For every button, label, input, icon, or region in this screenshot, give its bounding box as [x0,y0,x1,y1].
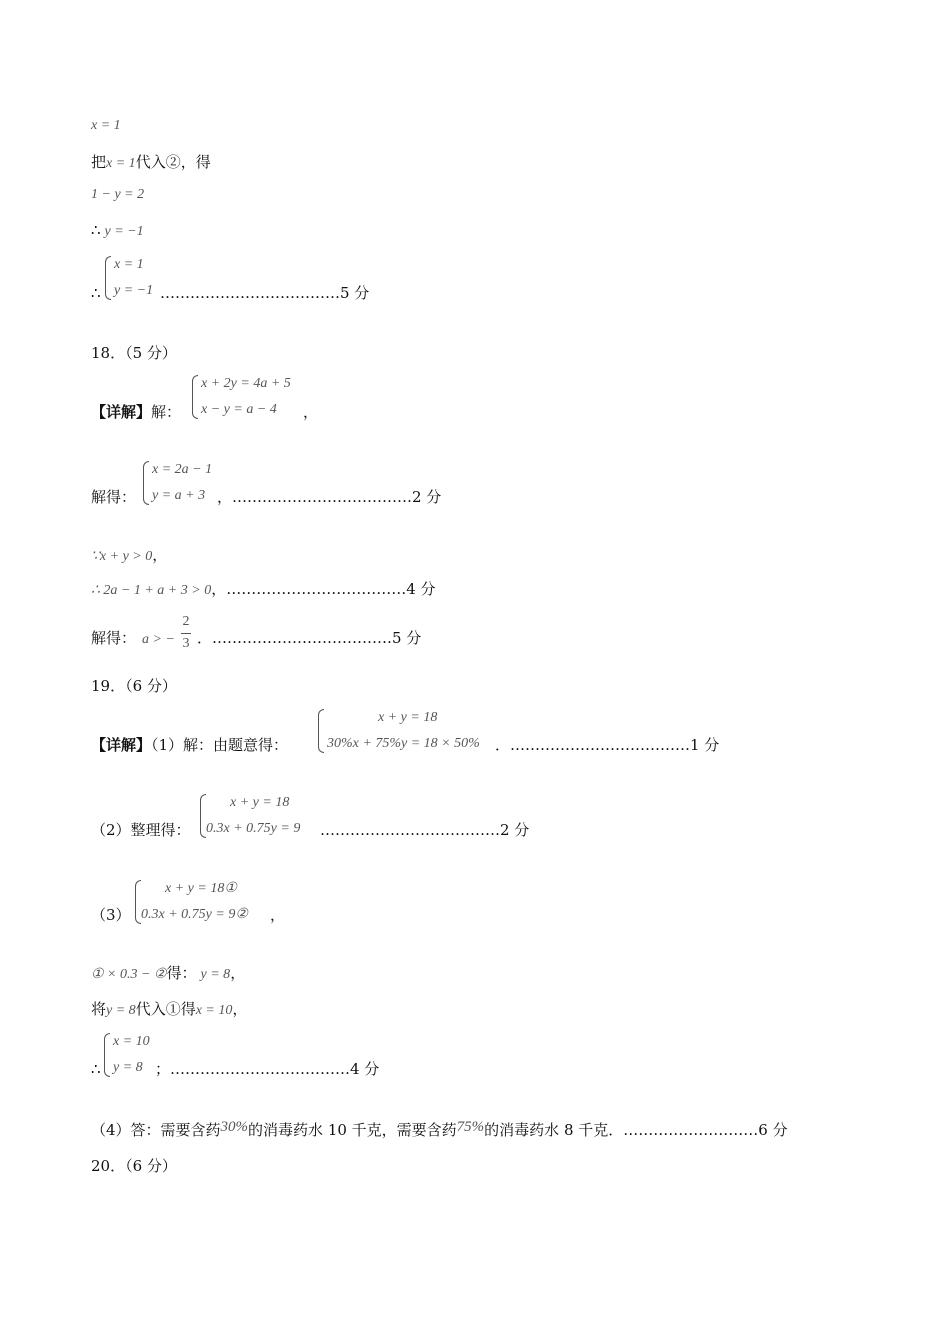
q19-step1-tail: ， [230,964,246,982]
brace-icon [105,256,111,300]
q19-header: 19．（6 分） [91,677,177,695]
fraction-bar [181,633,191,634]
q17-therefore-line [91,220,144,242]
q19-sys2-row-2: 0.3x + 0.75y = 9 [206,821,301,836]
fraction-numerator: 2 [182,614,190,629]
q19-step1-line [91,963,245,985]
q19-part2-text: （2）整理得： [91,821,191,839]
q18-because-tail: ， [152,546,168,564]
q18-final-label: 解得： [91,629,137,647]
q18-sys2-row-1: x = 2a − 1 [152,462,213,477]
q17-sys-row-2: y = −1 [114,283,154,298]
q18-score-5: ．………………………………5 分 [197,629,422,647]
brace-icon [104,1033,110,1077]
q19-sys3-row-1: x + y = 18① [165,881,237,896]
q18-score-2: ，………………………………2 分 [217,488,442,506]
q18-therefore-math: ∴ 2a − 1 + a + 3 > 0 [91,583,212,598]
q17-substitute-line [91,152,211,174]
q19-step2-math-1: y = 8 [106,1003,136,1018]
q18-sys1-row-1: x + 2y = 4a + 5 [201,376,291,391]
q17-line-1-y: 1 − y = 2 [91,187,145,202]
therefore-symbol: ∴ [91,221,101,239]
q17-substitute-prefix: 把 [91,153,107,171]
q19-equation-system-2 [200,792,330,840]
q19-part3-text: （3） [91,906,131,924]
q19-step1-result: y = 8 [200,967,231,982]
therefore-symbol: ∴ [91,284,101,302]
fraction-denominator: 3 [182,636,190,651]
q18-equation-system-2 [143,459,223,507]
q19-step2-mid: 代入①得 [135,1000,196,1018]
q19-sys4-row-2: y = 8 [113,1060,143,1075]
q17-equation-system [105,254,165,302]
q19-sys2-row-1: x + y = 18 [230,795,290,810]
q19-score-1: ．………………………………1 分 [495,736,720,754]
q19-score-2: ………………………………2 分 [320,821,530,839]
q17-score: ………………………………5 分 [160,284,370,302]
q18-detail-line [91,402,181,422]
q19-answer-percent-2: 75% [456,1119,485,1135]
q17-substitute-suffix: 代入②，得 [135,153,211,171]
q19-step2-math-2: x = 10 [195,1003,233,1018]
q19-step2-prefix: 将 [91,1000,107,1018]
q19-step2-line [91,999,247,1021]
q20-header: 20．（6 分） [91,1157,177,1175]
q19-equation-system-3 [135,878,275,926]
q18-solve-label: 解得： [91,488,137,506]
q18-sys1-row-2: x − y = a − 4 [201,402,277,417]
q18-because-line [91,545,167,567]
q19-part3-tail: ， [270,906,286,924]
q17-therefore-math: y = −1 [104,224,144,239]
brace-icon [318,709,324,753]
detail-label: 【详解】 [91,403,152,421]
q19-step1-text: 得： [166,964,197,982]
q18-header: 18．（5 分） [91,344,177,362]
q19-equation-system-1 [318,707,518,755]
therefore-symbol: ∴ [91,1060,101,1078]
q19-score-4: ；………………………………4 分 [155,1060,380,1078]
q19-answer-percent-1: 30% [220,1119,249,1135]
q17-sys-row-1: x = 1 [114,257,144,272]
q18-equation-system-1 [192,373,312,421]
q19-step2-tail: ， [232,1000,248,1018]
q19-sys3-row-2: 0.3x + 0.75y = 9② [141,907,248,922]
q19-answer-c: 的消毒药水 8 千克．………………………6 分 [484,1121,788,1139]
q19-part1-text: （1）解：由题意得： [151,736,289,754]
q18-final-line [91,628,175,650]
q18-sys1-tail: ， [303,403,319,421]
q19-answer-a: （4）答：需要含药 [91,1121,221,1139]
q19-step1-math: ① × 0.3 − ② [91,967,167,982]
q18-therefore-line [91,579,436,601]
q18-score-4: ，………………………………4 分 [211,580,436,598]
q17-substitute-math: x = 1 [106,156,136,171]
q19-sys1-row-2: 30%x + 75%y = 18 × 50% [327,736,480,751]
q19-sys1-row-1: x + y = 18 [378,710,438,725]
q18-sys2-row-2: y = a + 3 [152,488,206,503]
brace-icon [192,375,198,419]
q19-part1-line [91,735,288,755]
detail-label: 【详解】 [91,736,152,754]
q18-detail-text: 解： [151,403,182,421]
q18-final-lhs: a > − [142,632,175,647]
q18-because-math: ∵x + y > 0 [91,549,153,564]
brace-icon [143,461,149,505]
q19-answer-line [91,1120,788,1141]
q17-line-x1: x = 1 [91,118,121,133]
q19-answer-b: 的消毒药水 10 千克，需要含药 [248,1121,457,1139]
q19-sys4-row-1: x = 10 [113,1034,150,1049]
